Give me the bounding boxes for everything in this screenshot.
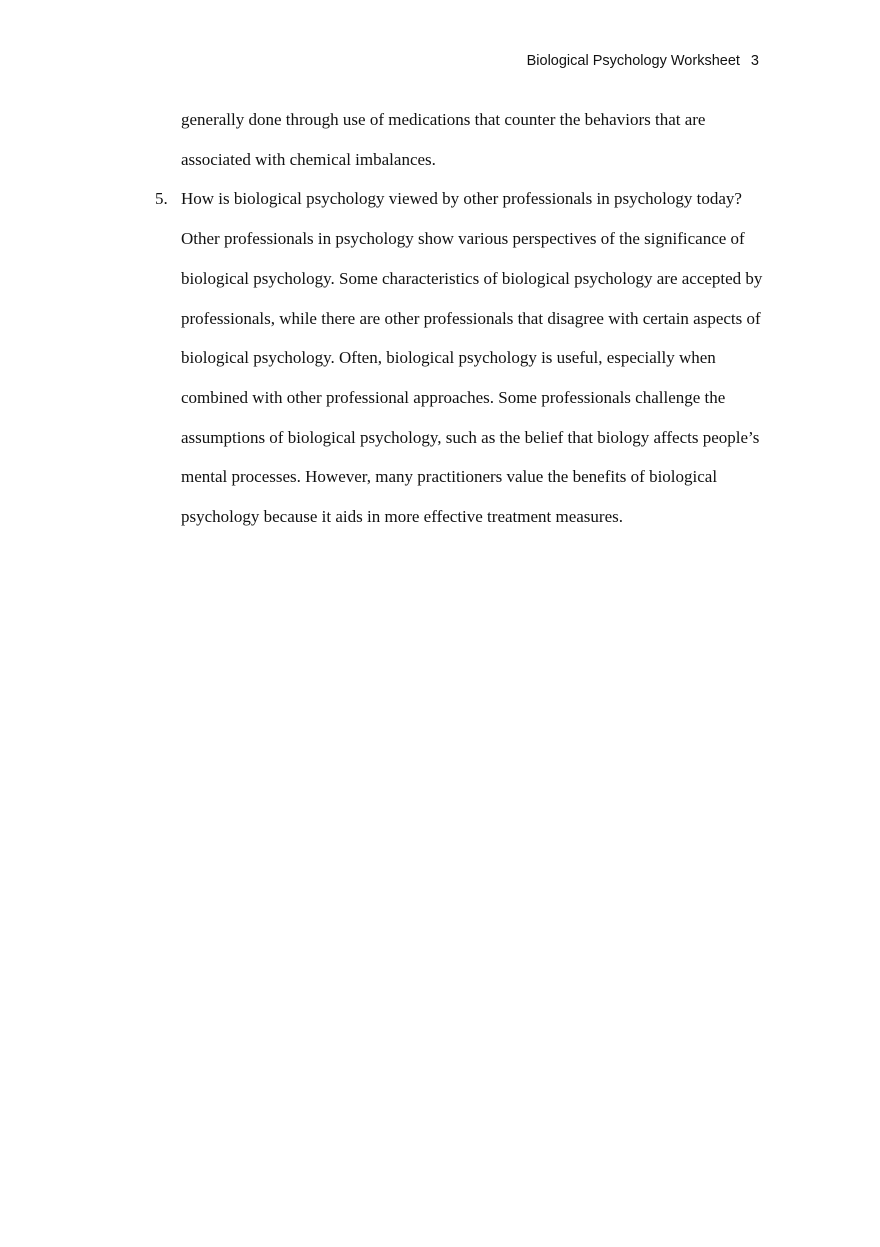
answer-line: Other professionals in psychology show various perspectives of the significance of (181, 229, 745, 249)
question-text: How is biological psychology viewed by other professionals in psychology today? (181, 189, 742, 209)
running-head (527, 52, 759, 70)
page-number: 3 (750, 53, 759, 69)
question-number: 5. (155, 189, 168, 209)
body-text (155, 100, 781, 537)
answer-line: assumptions of biological psychology, such as the belief that biology affects people’s (181, 427, 760, 447)
running-head-title: Biological Psychology Worksheet (526, 53, 740, 69)
answer-line: professionals, while there are other professionals that disagree with certain aspects of (181, 308, 761, 328)
answer-line: biological psychology. Some characteristics of biological psychology are accepted by (181, 268, 763, 288)
continuation-line: associated with chemical imbalances. (181, 149, 436, 169)
continuation-line: generally done through use of medications that counter the behaviors that are (181, 110, 706, 129)
answer-line: psychology because it aids in more effective treatment measures. (181, 507, 623, 527)
answer-line: biological psychology. Often, biological psychology is useful, especially when (181, 348, 716, 368)
question-5 (155, 179, 781, 219)
answer-line: combined with other professional approaches. Some professionals challenge the (181, 387, 726, 407)
answer-line: mental processes. However, many practitioners value the benefits of biological (181, 467, 718, 487)
